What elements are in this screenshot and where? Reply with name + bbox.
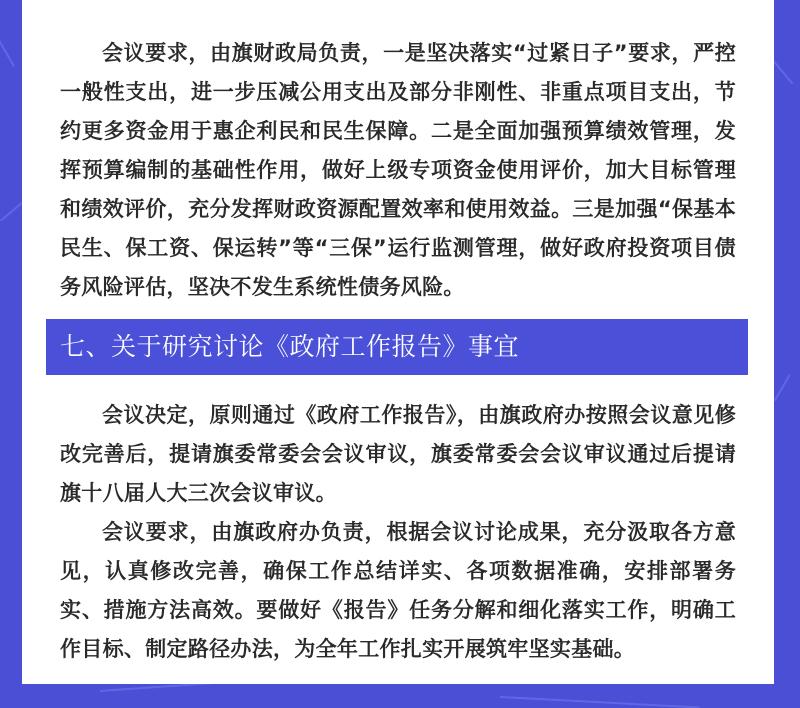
section-heading: 七、关于研究讨论《政府工作报告》事宜 (60, 332, 520, 361)
document-card (22, 0, 774, 684)
paragraph-meeting-requirements: 会议要求，由旗政府办负责，根据会议讨论成果，充分汲取各方意见，认真修改完善，确保工作总结详实、各项数据准确，安排部署务实、措施方法高效。要做好《报告》任务分解和细化落实工作，明确工作目标、制定路径办法，为全年工作扎实开展筑牢坚实基础。 (60, 520, 736, 661)
paragraph-meeting-decision: 会议决定，原则通过《政府工作报告》，由旗政府办按照会议意见修改完善后，提请旗委常委会会议审议，旗委常委会会议审议通过后提请旗十八届人大三次会议审议。 (60, 403, 736, 505)
section-heading-bar (46, 319, 748, 375)
paragraph-finance-requirements: 会议要求，由旗财政局负责，一是坚决落实“过紧日子”要求，严控一般性支出，进一步压减公用支出及部分非刚性、非重点项目支出，节约更多资金用于惠企利民和民生保障。二是全面加强预算绩效管理，发挥预算编制的基础性作用，做好上级专项资金使用评价，加大目标管理和绩效评价，充分发挥财政资源配置效率和使用效益。三是加强“保基本民生、保工资、保运转”等“三保”运行监测管理，做好政府投资项目债务风险评估，坚决不发生系统性债务风险。 (60, 41, 736, 299)
